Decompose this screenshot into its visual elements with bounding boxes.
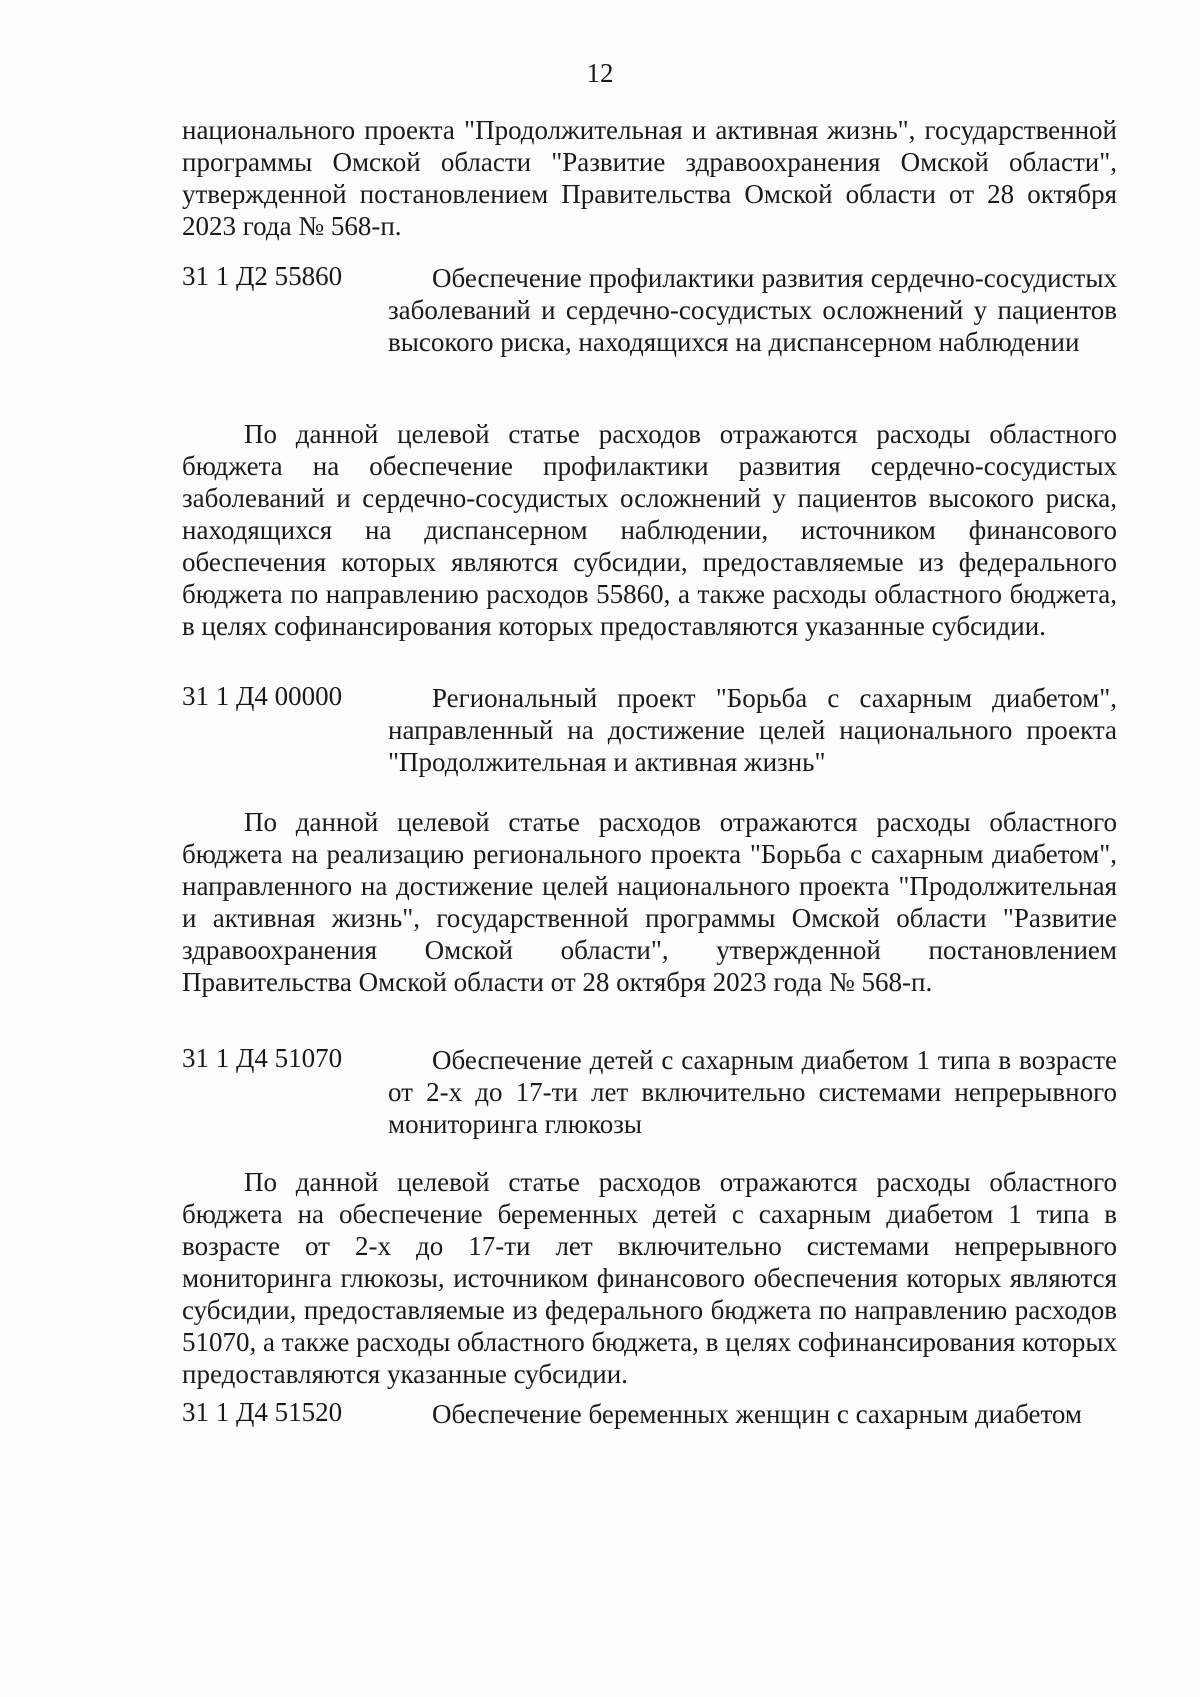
entry-title: Обеспечение беременных женщин с сахарным диабетом — [432, 1399, 1082, 1429]
entry-description: По данной целевой статье расходов отражаются расходы областного бюджета на обеспечение профилактики развития сердечно-сосудистых заболеваний и сердечно-сосудистых осложнений у пациентов высокого риска, находящихся на диспансерном наблюдении, источником финансового обеспечения которых являются субсидии, предоставляемые из федерального бюджета по направлению расходов 55860, а также расходы областного бюджета, в целях софинансирования которых предоставляются указанные субсидии. — [182, 419, 1117, 641]
entry-title: Обеспечение профилактики развития сердечно-сосудистых заболеваний и сердечно-сосудистых осложнений у пациентов высокого риска, находящихся на диспансерном наблюдении — [388, 263, 1117, 357]
budget-code: 31 1 Д2 55860 — [182, 261, 343, 291]
page-number: 12 — [586, 58, 614, 88]
entry-title: Обеспечение детей с сахарным диабетом 1 типа в возрасте от 2-х до 17-ти лет включительно системами непрерывного мониторинга глюкозы — [388, 1045, 1117, 1139]
budget-code: 31 1 Д4 00000 — [182, 681, 343, 711]
entry-title: Региональный проект "Борьба с сахарным диабетом", направленный на достижение целей национального проекта "Продолжительная и активная жизнь" — [388, 683, 1117, 777]
intro-paragraph: национального проекта "Продолжительная и активная жизнь", государственной программы Омской области "Развитие здравоохранения Омской области", утвержденной постановлением Правительства Омской области от 28 октября 2023 года № 568-п. — [182, 115, 1117, 241]
entry-description: По данной целевой статье расходов отражаются расходы областного бюджета на реализацию регионального проекта "Борьба с сахарным диабетом", направленного на достижение целей национального проекта "Продолжительная и активная жизнь", государственной программы Омской области "Развитие здравоохранения Омской области", утвержденной постановлением Правительства Омской области от 28 октября 2023 года № 568-п. — [182, 807, 1117, 997]
entry-description: По данной целевой статье расходов отражаются расходы областного бюджета на обеспечение беременных детей с сахарным диабетом 1 типа в возрасте от 2-х до 17-ти лет включительно системами непрерывного мониторинга глюкозы, источником финансового обеспечения которых являются субсидии, предоставляемые из федерального бюджета по направлению расходов 51070, а также расходы областного бюджета, в целях софинансирования которых предоставляются указанные субсидии. — [182, 1167, 1117, 1389]
budget-code: 31 1 Д4 51070 — [182, 1043, 343, 1073]
budget-code: 31 1 Д4 51520 — [182, 1397, 343, 1427]
